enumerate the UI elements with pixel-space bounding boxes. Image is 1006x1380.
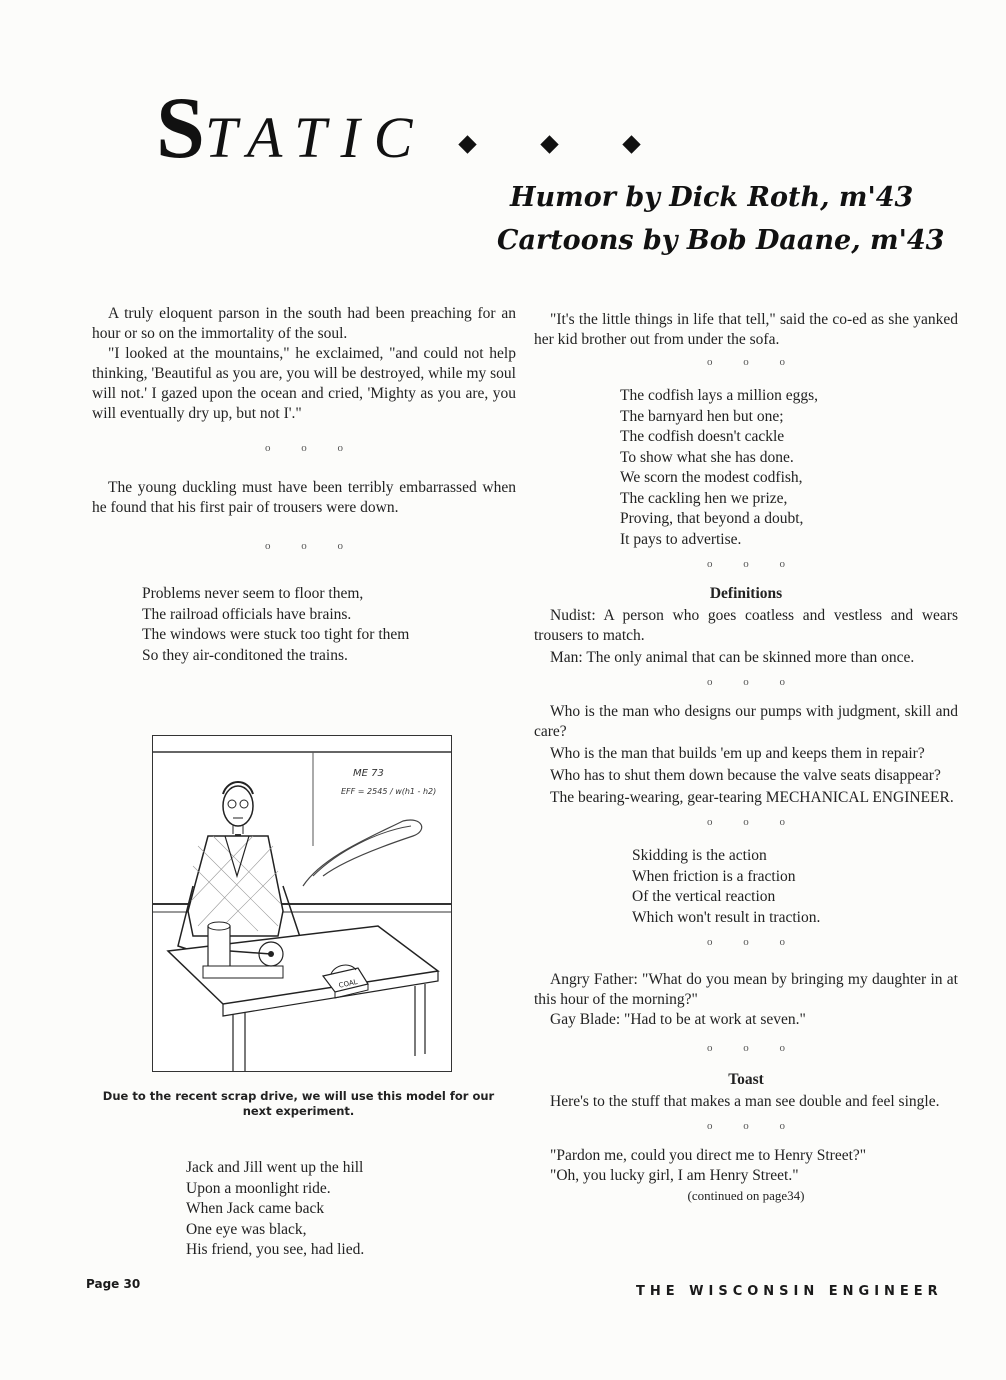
duckling-paragraph: The young duckling must have been terribly embarrassed when he found that his first pair of trousers were down. [92,479,516,516]
professor-cartoon [153,736,451,1071]
henry-question: "Pardon me, could you direct me to Henry Street?" [550,1147,867,1164]
cartoon-caption: Due to the recent scrap drive, we will use this model for our next experiment. [102,1089,495,1118]
man-definition: Man: The only animal that can be skinned more than once. [550,649,915,666]
skidding-poem: Skidding is the action When friction is a fraction Of the vertical reaction Which won't result in traction. [632,847,821,926]
title-rest: TATIC [204,105,427,170]
page-title [156,78,426,179]
jack-and-jill-poem: Jack and Jill went up the hill Upon a moonlight ride. When Jack came back One eye was black, His friend, you see, had lied. [186,1159,365,1258]
parson-paragraph: A truly eloquent parson in the south had been preaching for an hour or so on the immortality of the soul. [92,305,516,342]
title-ornaments [455,132,645,162]
toast-line: Here's to the stuff that makes a man see double and feel single. [550,1093,940,1110]
right-column [534,310,958,1206]
pumps-line: Who is the man who designs our pumps with judgment, skill and care? [534,703,958,740]
diamond-icon [622,135,640,153]
page-number: Page 30 [86,1277,141,1291]
cartoon-illustration [152,735,452,1072]
separator: o o o [265,540,357,552]
diamond-icon [540,135,558,153]
separator: o o o [707,1120,799,1132]
humor-credit: Humor by Dick Roth, m'43 [510,182,914,213]
pumps-line: Who is the man that builds 'em up and keeps them in repair? [550,745,925,762]
separator: o o o [707,1042,799,1054]
title-initial: S [156,80,205,177]
cartoons-credit: Cartoons by Bob Daane, m'43 [497,225,945,256]
parson-paragraph: "I looked at the mountains," he exclaimed, "and could not help thinking, 'Beautiful as you are, you will be destroyed, while my soul will not.' I gazed upon the ocean and cried, 'Mighty as you are, you will eventually dry up, but not I'." [92,345,516,422]
pumps-line: The bearing-wearing, gear-tearing MECHANICAL ENGINEER. [550,789,954,806]
left-column [92,304,516,666]
magazine-name: THE WISCONSIN ENGINEER [636,1284,943,1299]
continued-note: (continued on page34) [687,1188,805,1203]
separator: o o o [707,936,799,948]
gay-blade-line: Gay Blade: "Had to be at work at seven." [550,1011,806,1028]
codfish-poem: The codfish lays a million eggs, The barnyard hen but one; The codfish doesn't cackle To show what she has done. We scorn the modest codfish, The cackling hen we prize, Proving, that beyond a doubt, It pays to advertise. [620,387,819,548]
separator: o o o [707,676,799,688]
separator: o o o [707,558,799,570]
board-formula: EFF = 2545 / w(h1 - h2) [341,787,437,796]
little-things-paragraph: "It's the little things in life that tell," said the co-ed as she yanked her kid brother out from under the sofa. [534,311,958,348]
definitions-heading: Definitions [709,585,783,602]
pumps-line: Who has to shut them down because the valve seats disappear? [550,767,941,784]
jack-poem-block [186,1158,486,1261]
separator: o o o [707,356,799,368]
henry-answer: "Oh, you lucky girl, I am Henry Street." [550,1167,799,1184]
coal-label: COAL [338,977,359,990]
angry-father-line: Angry Father: "What do you mean by bringing my daughter in at this hour of the morning?" [534,971,958,1008]
separator: o o o [265,442,357,454]
diamond-icon [458,135,476,153]
toast-heading: Toast [728,1071,764,1088]
railroad-poem: Problems never seem to floor them, The railroad officials have brains. The windows were stuck too tight for them So they air-conditoned the trains. [142,585,410,664]
board-label: ME 73 [353,768,384,779]
separator: o o o [707,816,799,828]
nudist-definition: Nudist: A person who goes coatless and vestless and wears trousers to match. [534,607,958,644]
